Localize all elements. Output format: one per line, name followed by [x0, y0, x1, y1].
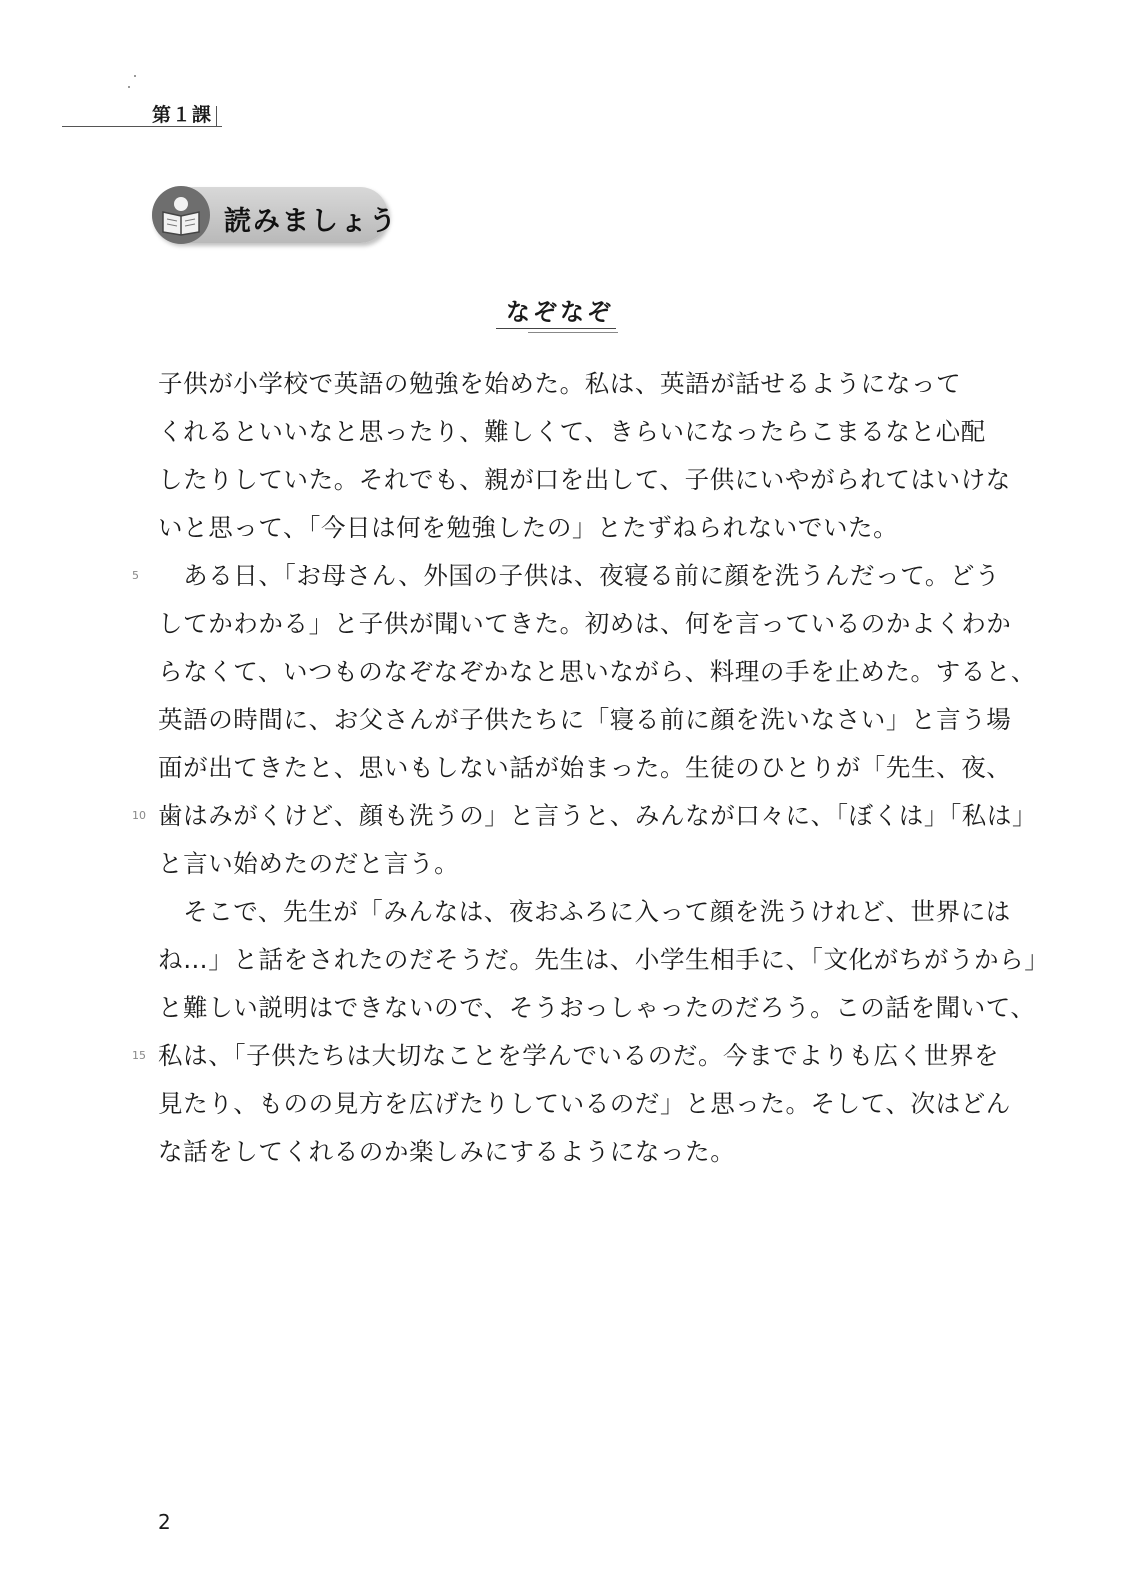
passage-line: 英語の時間に、お父さんが子供たちに「寝る前に顔を洗いなさい」と言う場 [158, 705, 1012, 734]
passage-line: くれるといいなと思ったり、難しくて、きらいになったらこまるなと心配 [158, 417, 986, 446]
passage-line: したりしていた。それでも、親が口を出して、子供にいやがられてはいけな [158, 465, 1011, 494]
passage-line: 面が出てきたと、思いもしない話が始まった。生徒のひとりが「先生、夜、 [158, 753, 1012, 782]
page-number: 2 [158, 1510, 171, 1534]
story-title-underline [496, 328, 616, 329]
passage-line: と難しい説明はできないので、そうおっしゃったのだろう。この話を聞いて、 [158, 993, 1036, 1022]
passage-line: と言い始めたのだと言う。 [158, 849, 460, 878]
passage-line: な話をしてくれるのか楽しみにするようになった。 [158, 1137, 736, 1166]
scan-speck [134, 75, 136, 77]
reading-passage [132, 360, 1050, 1176]
story-title-underline-shadow [528, 332, 618, 333]
passage-line: 15 私は、「子供たちは大切なことを学んでいるのだ。今までよりも広く世界を [158, 1032, 958, 1080]
passage-line: 5 ある日、「お母さん、外国の子供は、夜寝る前に顔を洗うんだって。どう [158, 552, 958, 600]
lesson-header-rule-tick [216, 106, 217, 126]
passage-line: 子供が小学校で英語の勉強を始めた。私は、英語が話せるようになって [158, 369, 962, 398]
passage-line: いと思って、「今日は何を勉強したの」とたずねられないでいた。 [158, 513, 899, 542]
passage-line: そこで、先生が「みんなは、夜おふろに入って顔を洗うけれど、世界には [158, 897, 1011, 926]
story-title: なぞなぞ [506, 298, 614, 326]
passage-line: ね…」と話をされたのだそうだ。先生は、小学生相手に、「文化がちがうから」 [158, 945, 1050, 974]
line-number: 5 [132, 569, 139, 582]
book-reading-icon [152, 186, 210, 244]
lesson-label: 第１課 [152, 104, 213, 126]
passage-line: 見たり、ものの見方を広げたりしているのだ」と思った。そして、次はどん [158, 1089, 1011, 1118]
section-title: 読みましょう [224, 206, 398, 237]
line-number: 15 [132, 1049, 146, 1062]
line-number: 10 [132, 809, 146, 822]
passage-line: してかわかる」と子供が聞いてきた。初めは、何を言っているのかよくわか [158, 609, 1012, 638]
lesson-header-rule [62, 126, 222, 127]
passage-line: 10 歯はみがくけど、顔も洗うの」と言うと、みんなが口々に、「ぼくは」「私は」 [158, 792, 958, 840]
scan-speck [128, 86, 130, 88]
passage-line: らなくて、いつものなぞなぞかなと思いながら、料理の手を止めた。すると、 [158, 657, 1037, 686]
